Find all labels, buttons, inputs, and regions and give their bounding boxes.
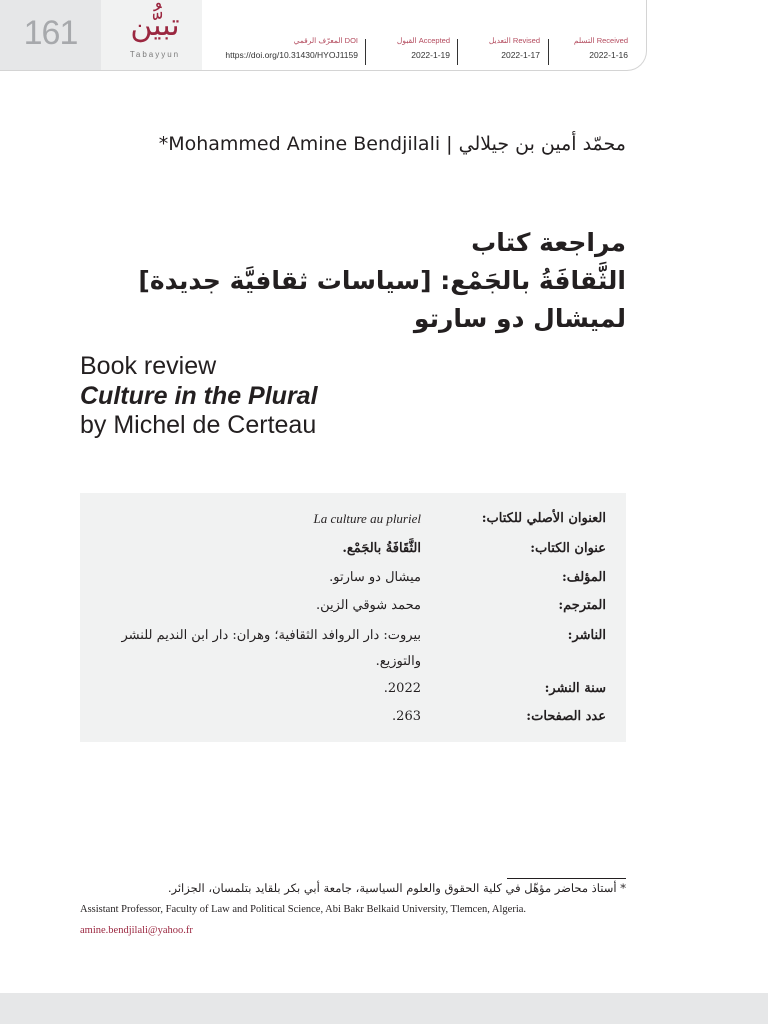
page-header xyxy=(0,0,647,71)
info-value: 263. xyxy=(392,709,421,724)
footnote-arabic-text: أستاذ محاضر مؤهّل في كلية الحقوق والعلوم السياسية، جامعة أبي بكر بلقايد بتلمسان، الجزائر. xyxy=(167,881,617,895)
info-value: بيروت: دار الروافد الثقافية؛ وهران: دار ابن النديم للنشر والتوزيع. xyxy=(121,628,421,669)
info-label: المترجم: xyxy=(558,598,606,613)
divider xyxy=(365,39,366,65)
accepted-label: القبول Accepted xyxy=(396,36,450,45)
page-number: 161 xyxy=(23,14,78,52)
logo-arabic: تبيُّن xyxy=(130,8,180,43)
info-label: العنوان الأصلي للكتاب: xyxy=(481,511,606,526)
info-label: الناشر: xyxy=(567,628,606,643)
received-label: التسلم Received xyxy=(573,36,628,45)
english-title xyxy=(80,352,640,441)
info-value: محمد شوقي الزين. xyxy=(315,598,421,613)
info-label: عنوان الكتاب: xyxy=(530,541,606,556)
accepted-block xyxy=(370,36,450,64)
info-value: ميشال دو سارتو. xyxy=(329,570,421,585)
divider xyxy=(457,39,458,65)
doi-label: المعرّف الرقمي DOI xyxy=(293,36,358,45)
info-value: الثَّقَافَةُ بالجَمْع. xyxy=(342,541,421,556)
footnote-english: Assistant Professor, Faculty of Law and Political Science, Abi Bakr Belkaid University, Tlemcen, Algeria. xyxy=(80,904,527,915)
journal-logo xyxy=(101,0,202,70)
author-email-link[interactable]: amine.bendjilali@yahoo.fr xyxy=(80,925,193,936)
author-separator: | xyxy=(440,133,459,155)
revised-block xyxy=(462,36,540,64)
arabic-title-line-2: الثَّقافَةُ بالجَمْع: [سياسات ثقافيَّة جديدة] xyxy=(138,266,626,295)
received-block xyxy=(553,36,628,64)
doi-link[interactable]: https://doi.org/10.31430/HYOJ1159 xyxy=(225,50,358,60)
revised-date: 2022-1-17 xyxy=(501,50,540,60)
info-label: عدد الصفحات: xyxy=(526,709,606,724)
received-date: 2022-1-16 xyxy=(589,50,628,60)
arabic-title-line-1: مراجعة كتاب xyxy=(471,228,626,257)
info-value: La culture au pluriel xyxy=(313,511,421,526)
divider xyxy=(548,39,549,65)
arabic-title-line-3: لميشال دو سارتو xyxy=(413,304,626,333)
doi-block xyxy=(204,36,358,64)
english-title-line-2: Culture in the Plural xyxy=(80,381,318,410)
footnote-arabic xyxy=(66,881,626,895)
accepted-date: 2022-1-19 xyxy=(411,50,450,60)
bottom-bar xyxy=(0,993,768,1024)
info-label: سنة النشر: xyxy=(544,681,606,696)
revised-label: التعديل Revised xyxy=(488,36,540,45)
logo-latin: Tabayyun xyxy=(129,50,181,59)
english-title-line-3: by Michel de Certeau xyxy=(80,411,317,439)
author-line xyxy=(159,133,626,155)
page-number-box xyxy=(0,0,101,70)
author-arabic: محمّد أمين بن جيلالي xyxy=(458,133,626,155)
footnote-rule xyxy=(507,878,626,879)
footnote-mark: * xyxy=(620,881,626,895)
info-value: 2022. xyxy=(383,681,421,696)
arabic-title xyxy=(66,224,626,338)
author-mark: * xyxy=(158,133,169,155)
author-latin: Mohammed Amine Bendjilali xyxy=(168,133,441,155)
info-label: المؤلف: xyxy=(561,570,606,585)
book-info-box xyxy=(80,493,626,742)
english-title-line-1: Book review xyxy=(80,352,217,380)
